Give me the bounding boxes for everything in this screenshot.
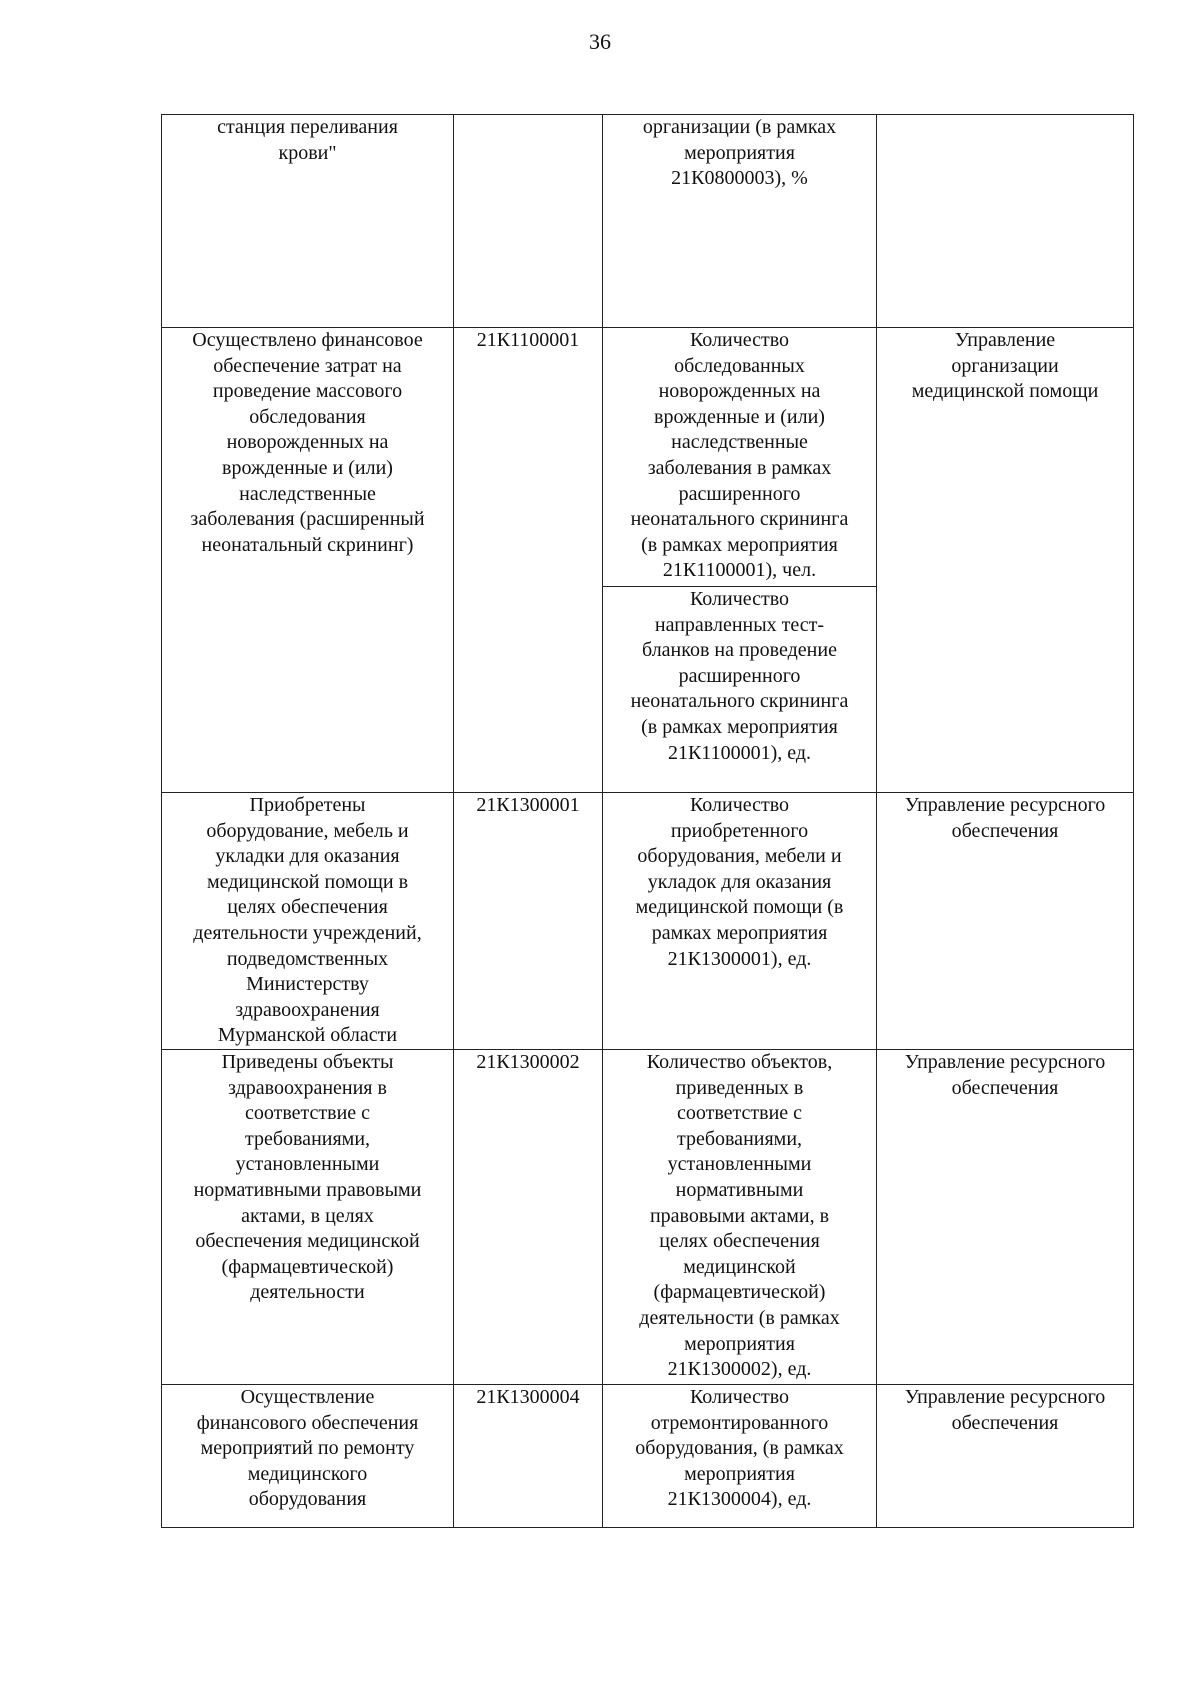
result-cell: Осуществлено финансовое обеспечение затрат на проведение массового обследования новорожденных на врожденные и (или) наследственные заболевания (расширенный неонатальный скрининг) (162, 328, 454, 793)
page-number: 36 (589, 29, 611, 54)
indicator-cell: Количество отремонтированного оборудования, (в рамках мероприятия 21К1300004), ед. (603, 1385, 877, 1528)
table-row (162, 328, 1134, 587)
table-row (162, 115, 1134, 328)
indicator-cell: Количество направленных тест- бланков на проведение расширенного неонатального скрининга (в рамках мероприятия 21К1100001), ед. (603, 587, 877, 793)
measures-table (161, 114, 1134, 1528)
code-cell: 21К1300001 (454, 793, 603, 1050)
code-cell: 21К1300004 (454, 1385, 603, 1528)
responsible-cell (877, 115, 1134, 328)
code-cell (454, 115, 603, 328)
indicator-cell: Количество обследованных новорожденных на врожденные и (или) наследственные заболевания в рамках расширенного неонатального скрининга (в рамках мероприятия 21К1100001), чел. (603, 328, 877, 587)
code-cell: 21К1100001 (454, 328, 603, 793)
indicator-cell: Количество объектов, приведенных в соответствие с требованиями, установленными нормативными правовыми актами, в целях обеспечения медицинской (фармацевтической) деятельности (в рамках мероприятия 21К1300002), ед. (603, 1050, 877, 1385)
table-row (162, 1385, 1134, 1528)
table-row (162, 1050, 1134, 1385)
responsible-cell: Управление организации медицинской помощи (877, 328, 1134, 793)
responsible-cell: Управление ресурсного обеспечения (877, 793, 1134, 1050)
result-cell: Приобретены оборудование, мебель и укладки для оказания медицинской помощи в целях обеспечения деятельности учреждений, подведомственных Министерству здравоохранения Мурманской области (162, 793, 454, 1050)
result-cell: Осуществление финансового обеспечения мероприятий по ремонту медицинского оборудования (162, 1385, 454, 1528)
table-row (162, 793, 1134, 1050)
result-cell: станция переливания крови" (162, 115, 454, 328)
result-cell: Приведены объекты здравоохранения в соответствие с требованиями, установленными нормативными правовыми актами, в целях обеспечения медицинской (фармацевтической) деятельности (162, 1050, 454, 1385)
code-cell: 21К1300002 (454, 1050, 603, 1385)
indicator-cell: организации (в рамках мероприятия 21К0800003), % (603, 115, 877, 328)
indicator-cell: Количество приобретенного оборудования, мебели и укладок для оказания медицинской помощи (в рамках мероприятия 21К1300001), ед. (603, 793, 877, 1050)
responsible-cell: Управление ресурсного обеспечения (877, 1385, 1134, 1528)
responsible-cell: Управление ресурсного обеспечения (877, 1050, 1134, 1385)
